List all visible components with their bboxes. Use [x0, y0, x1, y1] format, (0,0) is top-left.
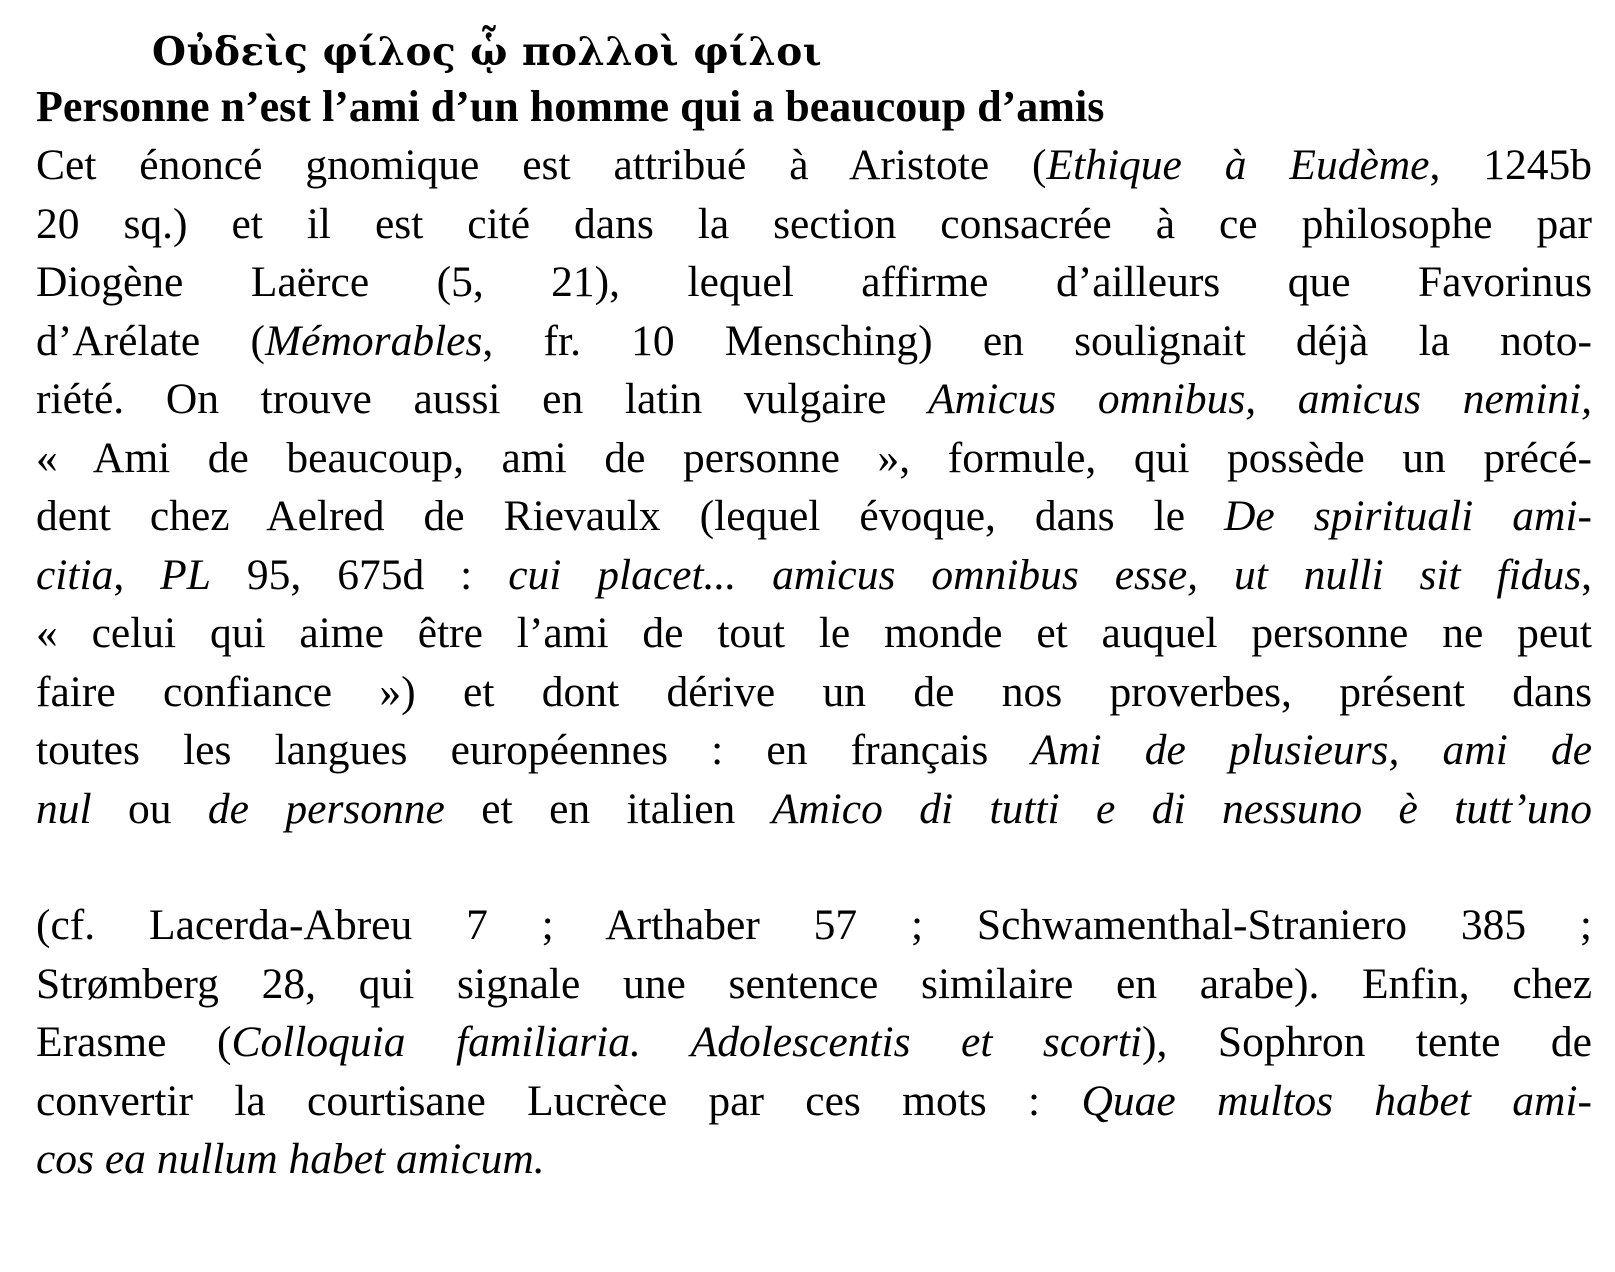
commentary-paragraph	[36, 136, 1592, 838]
text-line: Erasme (Colloquia familiaria. Adolescentis et scorti), Sophron tente de	[36, 1018, 1592, 1066]
text-line: « celui qui aime être l’ami de tout le monde et auquel personne ne peut	[36, 609, 1592, 657]
proverb-translation: Personne n’est l’ami d’un homme qui a beaucoup d’amis	[36, 82, 1105, 131]
text-line: citia, PL 95, 675d : cui placet... amicus omnibus esse, ut nulli sit fidus,	[36, 550, 1593, 599]
text-line: « Ami de beaucoup, ami de personne », formule, qui possède un précé-	[36, 433, 1592, 482]
text-line: Diogène Laërce (5, 21), lequel affirme d’ailleurs que Favorinus	[36, 258, 1592, 306]
text-line: cos ea nullum habet amicum.	[36, 1135, 545, 1183]
references-paragraph	[36, 896, 1592, 1189]
document-page	[36, 26, 1592, 1189]
greek-proverb: Οὐδεὶς φίλος ᾧ πολλοὶ φίλοι	[152, 29, 823, 75]
paragraph-gap	[36, 838, 1592, 896]
text-line: nul ou de personne et en italien Amico di tutti e di nessuno è tutt’uno	[36, 784, 1592, 833]
text-line: dent chez Aelred de Rievaulx (lequel évoque, dans le De spirituali ami-	[36, 492, 1593, 540]
text-line: toutes les langues européennes : en français Ami de plusieurs, ami de	[36, 726, 1593, 774]
text-line: convertir la courtisane Lucrèce par ces mots : Quae multos habet ami-	[36, 1076, 1592, 1125]
text-line: 20 sq.) et il est cité dans la section consacrée à ce philosophe par	[36, 199, 1592, 248]
text-line: Cet énoncé gnomique est attribué à Aristote (Ethique à Eudème, 1245b	[36, 141, 1593, 189]
text-line: (cf. Lacerda-Abreu 7 ; Arthaber 57 ; Schwamenthal-Straniero 385 ;	[36, 901, 1592, 949]
text-line: faire confiance ») et dont dérive un de nos proverbes, présent dans	[36, 667, 1592, 716]
text-line: Strømberg 28, qui signale une sentence similaire en arabe). Enfin, chez	[36, 959, 1592, 1008]
text-line: d’Arélate (Mémorables, fr. 10 Mensching) en soulignait déjà la noto-	[36, 316, 1593, 365]
text-line: riété. On trouve aussi en latin vulgaire Amicus omnibus, amicus nemini,	[36, 375, 1592, 423]
